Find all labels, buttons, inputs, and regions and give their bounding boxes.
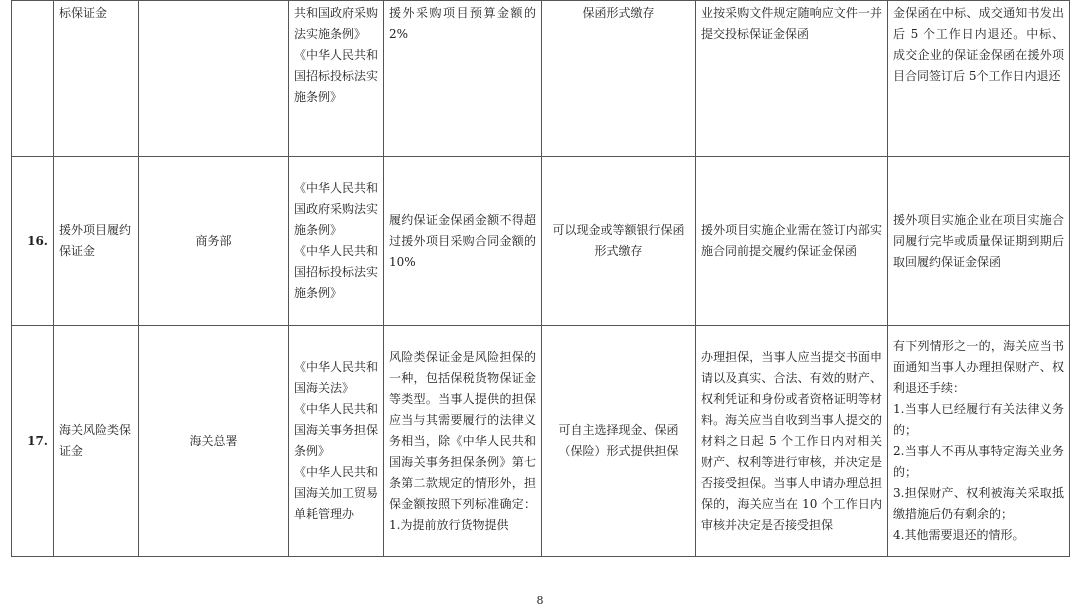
law-item: 《中华人民共和国招标投标法实施条例》 xyxy=(294,244,379,300)
law-item: 共和国政府采购法实施条例》 xyxy=(294,6,379,41)
page-number: 8 xyxy=(536,594,544,607)
payment-method: 可自主选择现金、保函（保险）形式提供担保 xyxy=(542,326,696,557)
refund-item: 1.当事人已经履行有关法律义务的； xyxy=(893,402,1064,437)
table-row xyxy=(12,1,1070,157)
law-item: 《中华人民共和国招标投标法实施条例》 xyxy=(294,48,379,104)
law-item: 《中华人民共和国海关加工贸易单耗管理办 xyxy=(294,465,379,521)
legal-basis xyxy=(289,326,384,557)
table-row xyxy=(12,157,1070,326)
law-item: 《中华人民共和国海关法》 xyxy=(294,360,379,395)
payment-method: 可以现金或等额银行保函形式缴存 xyxy=(542,157,696,326)
deposit-standard: 援外采购项目预算金额的 2% xyxy=(384,1,542,157)
refund-rule: 金保函在中标、成交通知书发出后 5 个工作日内退还。中标、成交企业的保证金保函在援外项目合同签订后 5个工作日内退还 xyxy=(888,1,1070,157)
law-item: 《中华人民共和国海关事务担保条例》 xyxy=(294,402,379,458)
refund-rule xyxy=(888,326,1070,557)
procedure: 办理担保，当事人应当提交书面申请以及真实、合法、有效的财产、权利凭证和身份或者资格证明等材料。海关应当自收到当事人提交的材料之日起 5 个工作日内对相关财产、权利等进行审核，并决定是否接受担保。当事人申请办理总担保的，海关应当在 10 个工作日内审核并决定是否接受担保 xyxy=(696,326,888,557)
refund-intro: 有下列情形之一的，海关应当书面通知当事人办理担保财产、权利退还手续： xyxy=(893,339,1064,395)
procedure: 业按采购文件规定随响应文件一并提交投标保证金保函 xyxy=(696,1,888,157)
law-item: 《中华人民共和国政府采购法实施条例》 xyxy=(294,181,379,237)
department: 商务部 xyxy=(139,157,289,326)
refund-rule: 援外项目实施企业在项目实施合同履行完毕或质量保证期到期后取回履约保证金保函 xyxy=(888,157,1070,326)
department xyxy=(139,1,289,157)
procedure: 援外项目实施企业需在签订内部实施合同前提交履约保证金保函 xyxy=(696,157,888,326)
legal-basis xyxy=(289,157,384,326)
row-number: 16. xyxy=(12,157,54,326)
legal-basis xyxy=(289,1,384,157)
department: 海关总署 xyxy=(139,326,289,557)
row-number xyxy=(12,1,54,157)
row-number: 17. xyxy=(12,326,54,557)
deposit-standard: 风险类保证金是风险担保的一种，包括保税货物保证金等类型。当事人提供的担保应当与其需要履行的法律义务相当，除《中华人民共和国海关事务担保条例》第七条第二款规定的情形外，担保金额按照下列标准确定：1.为提前放行货物提供 xyxy=(384,326,542,557)
refund-item: 4.其他需要退还的情形。 xyxy=(893,528,1025,542)
deposit-name: 海关风险类保证金 xyxy=(54,326,139,557)
deposit-name: 援外项目履约保证金 xyxy=(54,157,139,326)
payment-method: 保函形式缴存 xyxy=(542,1,696,157)
refund-item: 2.当事人不再从事特定海关业务的； xyxy=(893,444,1064,479)
deposit-standard: 履约保证金保函金额不得超过援外项目采购合同金额的 10% xyxy=(384,157,542,326)
table-row xyxy=(12,326,1070,557)
refund-item: 3.担保财产、权利被海关采取抵缴措施后仍有剩余的； xyxy=(893,486,1064,521)
deposit-name: 标保证金 xyxy=(54,1,139,157)
deposit-table xyxy=(11,0,1070,557)
